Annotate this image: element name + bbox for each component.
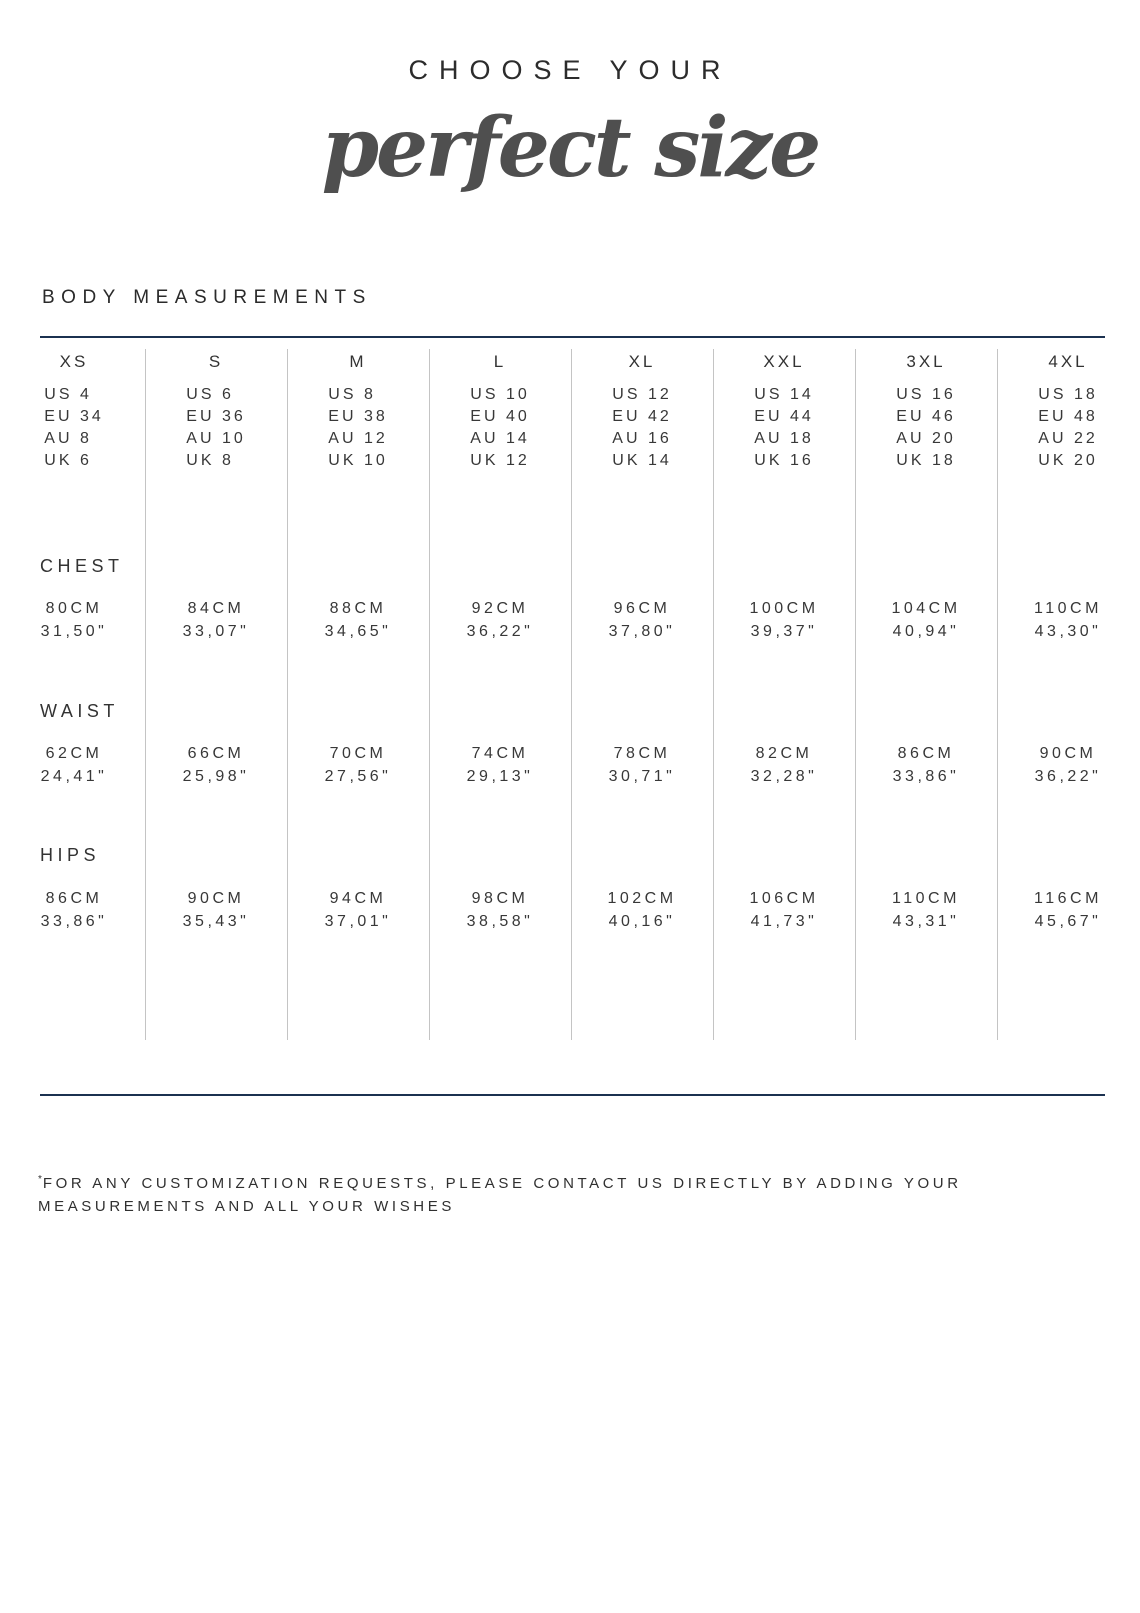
bottom-rule — [40, 1094, 1105, 1096]
size-systems-s: US 6 EU 36 AU 10 UK 8 — [186, 386, 246, 469]
size-column-header-4xl: 4XL — [1048, 352, 1088, 371]
hips-value-l: 98CM 38,58" — [466, 890, 534, 930]
size-systems-row — [3, 384, 1139, 472]
size-systems-xxl: US 14 EU 44 AU 18 UK 16 — [754, 386, 814, 469]
waist-value-3xl: 86CM 33,86" — [892, 745, 960, 785]
section-title: BODY MEASUREMENTS — [42, 287, 372, 308]
size-systems-4xl: US 18 EU 48 AU 22 UK 20 — [1038, 386, 1098, 469]
hips-values-row — [3, 887, 1139, 933]
hips-value-3xl: 110CM 43,31" — [892, 890, 960, 930]
hips-row-label: HIPS — [40, 845, 101, 865]
waist-value-4xl: 90CM 36,22" — [1034, 745, 1102, 785]
customization-note — [38, 1168, 962, 1218]
waist-values-row — [3, 742, 1139, 788]
chest-value-xs: 80CM 31,50" — [40, 600, 108, 640]
asterisk-mark: * — [38, 1174, 43, 1185]
chest-value-xxl: 100CM 39,37" — [749, 600, 819, 640]
chest-value-m: 88CM 34,65" — [324, 600, 392, 640]
customization-note-line2: MEASUREMENTS AND ALL YOUR WISHES — [38, 1198, 455, 1215]
waist-value-l: 74CM 29,13" — [466, 745, 534, 785]
top-rule — [40, 336, 1105, 338]
waist-value-xs: 62CM 24,41" — [40, 745, 108, 785]
waist-value-m: 70CM 27,56" — [324, 745, 392, 785]
chest-value-xl: 96CM 37,80" — [608, 600, 676, 640]
waist-value-xxl: 82CM 32,28" — [750, 745, 818, 785]
hips-value-xs: 86CM 33,86" — [40, 890, 108, 930]
hips-value-m: 94CM 37,01" — [324, 890, 392, 930]
hips-value-s: 90CM 35,43" — [182, 890, 250, 930]
chest-value-3xl: 104CM 40,94" — [891, 600, 961, 640]
hips-value-xxl: 106CM 41,73" — [749, 890, 819, 930]
chest-value-s: 84CM 33,07" — [182, 600, 250, 640]
size-column-header-xxl: XXL — [763, 352, 805, 371]
size-systems-m: US 8 EU 38 AU 12 UK 10 — [328, 386, 388, 469]
hips-value-4xl: 116CM 45,67" — [1034, 890, 1102, 930]
size-header-row — [3, 352, 1139, 372]
chest-value-4xl: 110CM 43,30" — [1034, 600, 1102, 640]
chest-values-row — [3, 597, 1139, 643]
waist-row-label: WAIST — [40, 701, 119, 721]
script-title: perfect size — [321, 100, 819, 196]
size-column-header-s: S — [208, 352, 224, 371]
size-systems-3xl: US 16 EU 46 AU 20 UK 18 — [896, 386, 956, 469]
waist-value-xl: 78CM 30,71" — [608, 745, 676, 785]
chest-value-l: 92CM 36,22" — [466, 600, 534, 640]
size-systems-l: US 10 EU 40 AU 14 UK 12 — [470, 386, 530, 469]
size-column-header-xl: XL — [628, 352, 656, 371]
eyebrow-title: CHOOSE YOUR — [408, 55, 732, 85]
size-systems-xs: US 4 EU 34 AU 8 UK 6 — [44, 386, 104, 469]
customization-note-line1: *FOR ANY CUSTOMIZATION REQUESTS, PLEASE CONTACT US DIRECTLY BY ADDING YOUR — [38, 1174, 962, 1192]
waist-value-s: 66CM 25,98" — [182, 745, 250, 785]
size-systems-xl: US 12 EU 42 AU 16 UK 14 — [612, 386, 672, 469]
hips-value-xl: 102CM 40,16" — [607, 890, 677, 930]
size-column-header-l: L — [493, 352, 507, 371]
size-column-header-xs: XS — [59, 352, 89, 371]
size-column-header-m: M — [349, 352, 367, 371]
chest-row-label: CHEST — [40, 556, 124, 576]
size-column-header-3xl: 3XL — [906, 352, 946, 371]
